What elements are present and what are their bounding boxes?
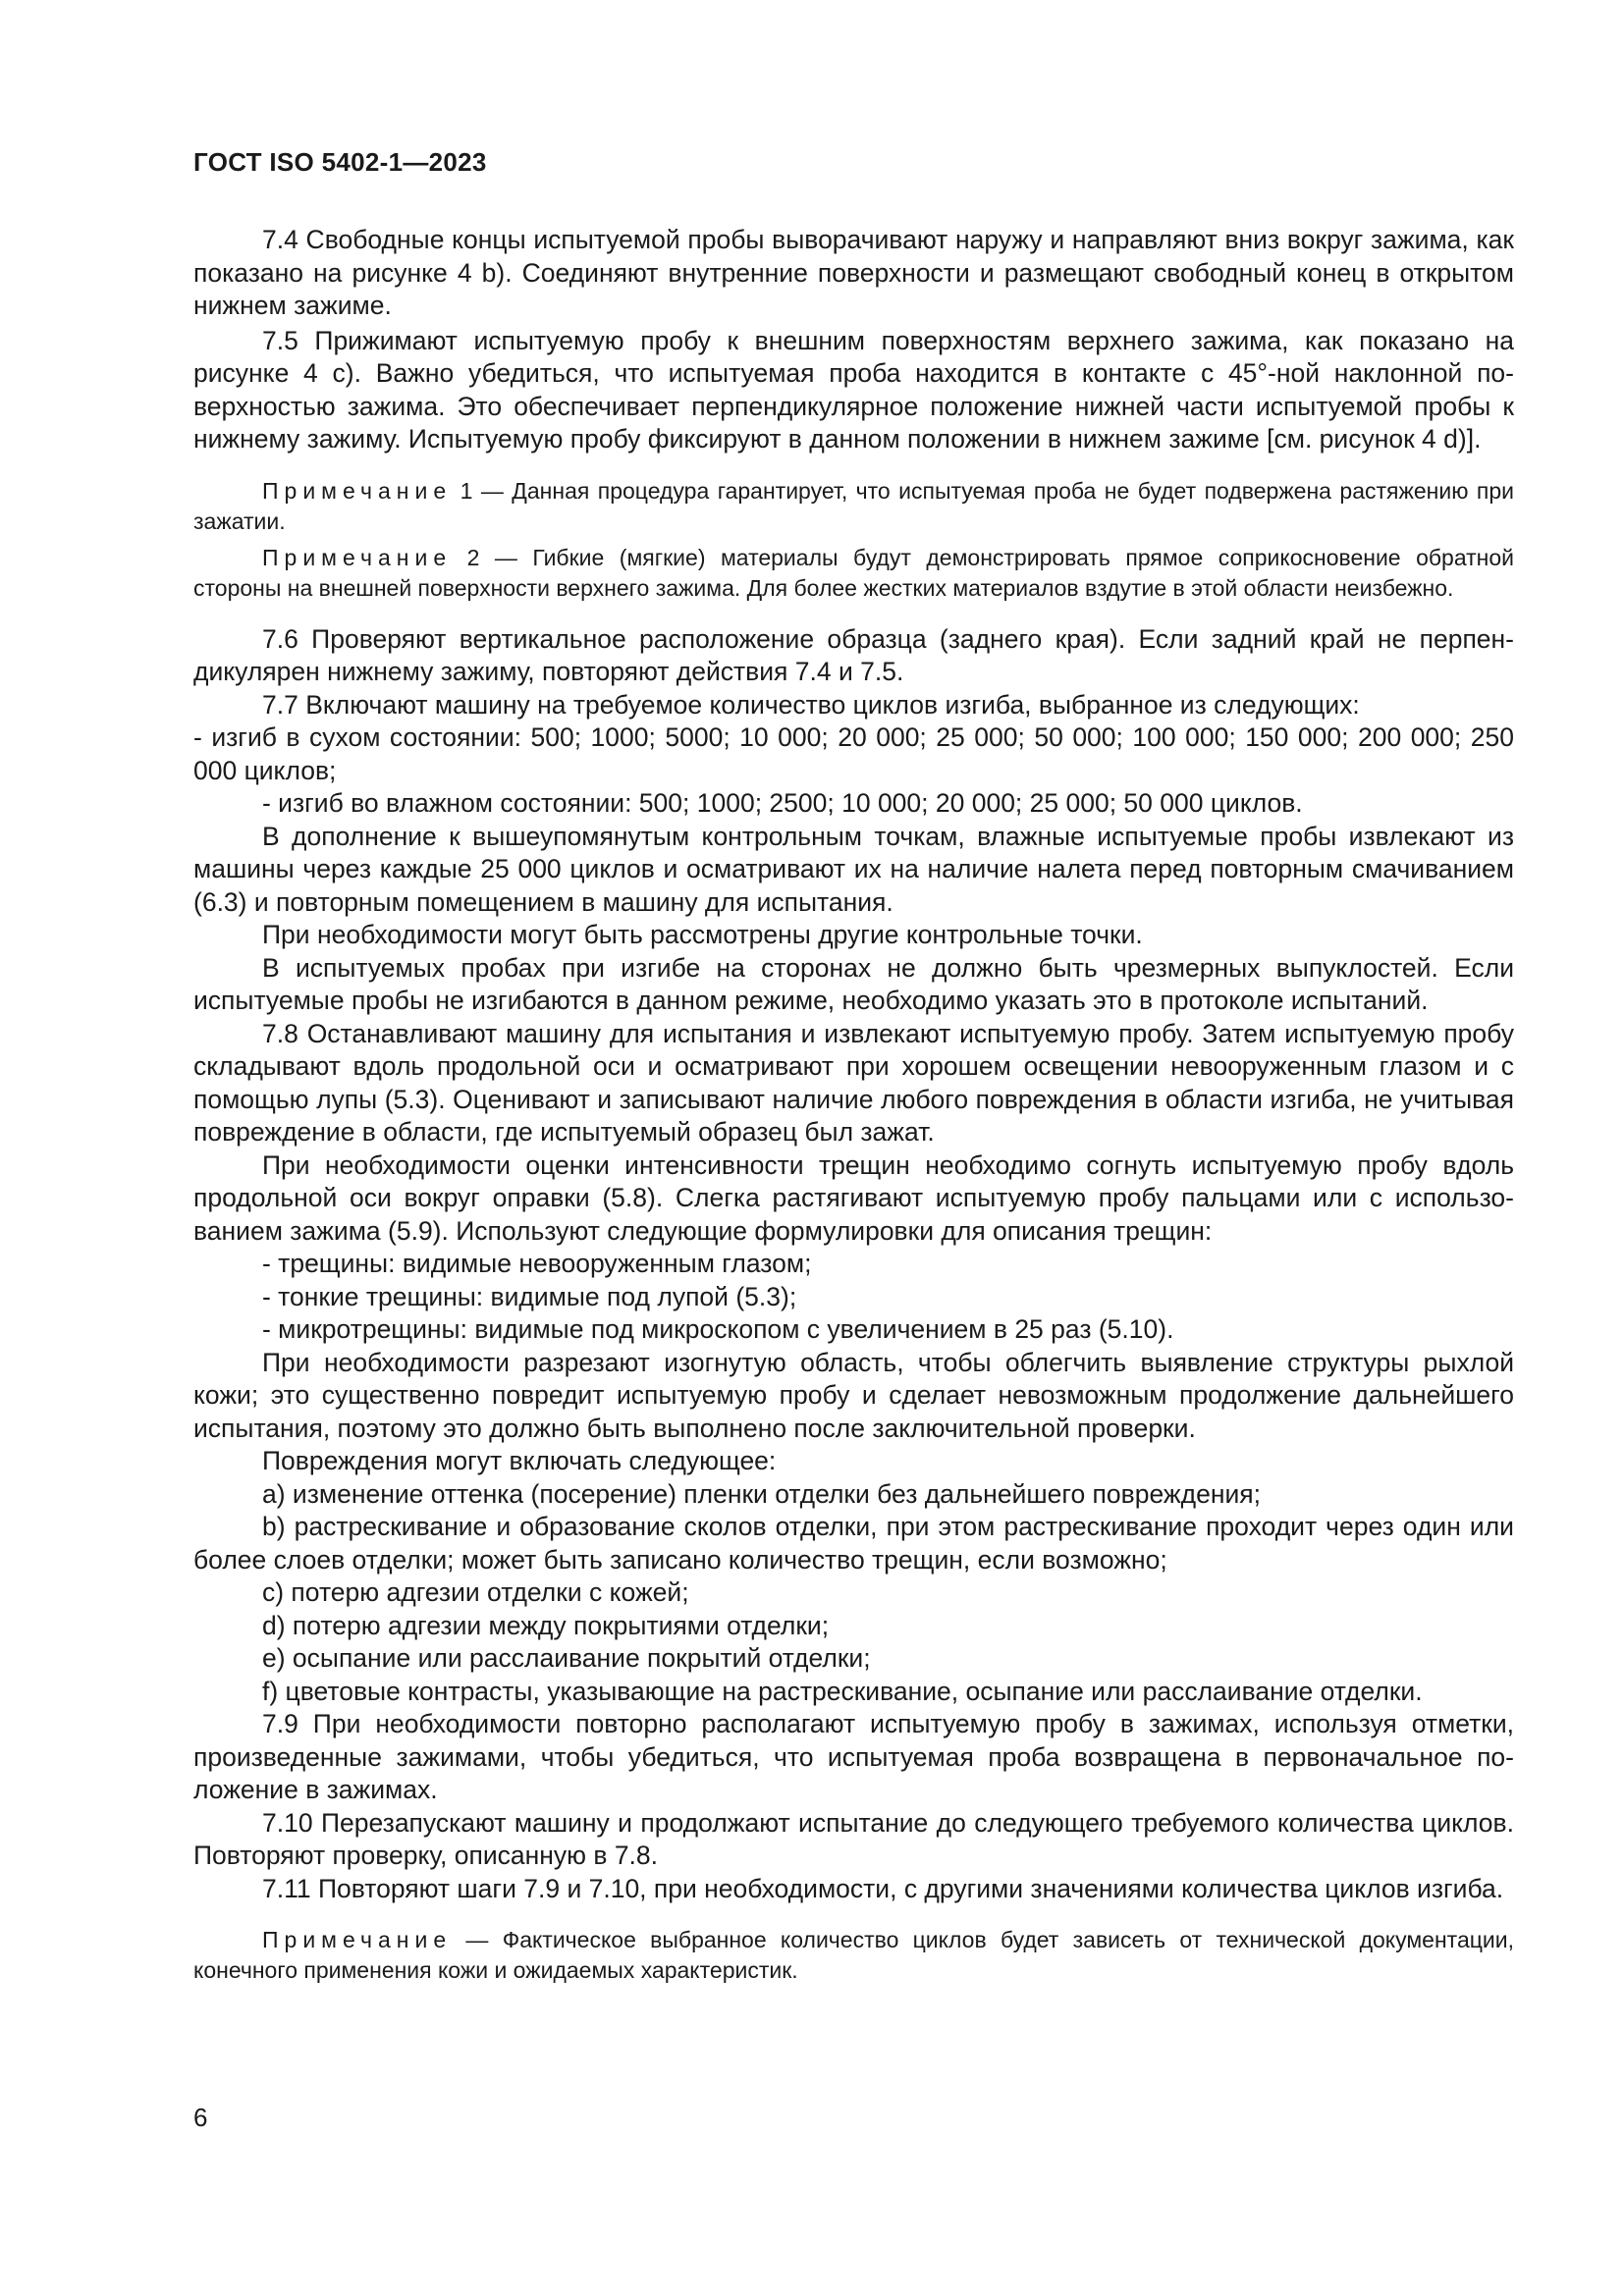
damage-item-b: b) растрескивание и образование сколов отделки, при этом растрескивание проходит через один или более слоев отделки; может быть записано количество трещин, если возможно; [193,1512,1514,1575]
list-item-wet-flex: - изгиб во влажном состоянии: 500; 1000; 2500; 10 000; 20 000; 25 000; 50 000 циклов. [262,788,1303,818]
paragraph-7-9: 7.9 При необходимости повторно располагают испытуемую пробу в зажимах, используя отметки, произведенные зажимами, чтобы убедиться, что испытуемая проба возвращена в первоначальное положение в зажимах. [193,1709,1514,1804]
paragraph-7-11: 7.11 Повторяют шаги 7.9 и 7.10, при необходимости, с другими значениями количества циклов изгиба. [262,1873,1504,1903]
list-item-fine-cracks: - тонкие трещины: видимые под лупой (5.3); [262,1281,797,1311]
paragraph-7-7-other-points: При необходимости могут быть рассмотрены другие контрольные точки. [262,920,1143,949]
note-1-label: Примечание [262,477,453,504]
paragraph-7-6: 7.6 Проверяют вертикальное расположение образца (заднего края). Если задний край не перпендикулярен нижнему зажиму, повторяют действия 7.4 и 7.5. [193,623,1514,686]
paragraph-7-8: 7.8 Останавливают машину для испытания и извлекают испытуемую пробу. Затем испытуемую пробу складывают вдоль продольной оси и осматривают при хорошем освещении невооруженным глазом и с помощью лупы (5.3). Оценивают и записывают наличие любого повреждения в области изгиба, не учитывая повреждение в области, где испытуемый образец был зажат. [193,1018,1514,1147]
note-1-text: 1 — Данная процедура гарантирует, что испытуемая проба не будет подвержена растяжению при зажатии. [193,477,1514,534]
paragraph-7-10: 7.10 Перезапускают машину и продолжают испытание до следующего требуемого количества циклов. Повторяют проверку, описанную в 7.8. [193,1807,1514,1870]
paragraph-7-5: 7.5 Прижимают испытуемую пробу к внешним поверхностям верхнего зажима, как показано на рисунке 4 c). Важно убедиться, что испытуемая проба находится в контакте с 45°-ной наклонной поверхностью зажима. Это обеспечивает перпендикулярное положение нижней части испытуемой пробы к нижнему зажиму. Испытуемую пробу фиксируют в данном положении в нижнем зажиме [см. рисунок 4 d)]. [193,325,1514,454]
note-3 [193,1925,1514,1986]
damage-item-a: a) изменение оттенка (посерение) пленки отделки без дальнейшего повреждения; [262,1478,1261,1509]
note-2-label: Примечание [262,544,453,570]
paragraph-7-8-cut: При необходимости разрезают изогнутую область, чтобы облегчить выявление структуры рыхлой кожи; это существенно повредит испытуемую пробу и сделает невозможным продолжение дальнейшего испытания, поэтому это должно быть выполнено после заключительной проверки. [193,1347,1514,1443]
note-1 [193,476,1514,537]
damage-item-f: f) цветовые контрасты, указывающие на растрескивание, осыпание или расслаивание отделки. [262,1676,1423,1706]
paragraph-7-4: 7.4 Свободные концы испытуемой пробы выворачивают наружу и направляют вниз вокруг зажима, как показано на рисунке 4 b). Соединяют внутренние поверхности и размещают свободный конец в открытом нижнем зажиме. [193,225,1514,320]
damage-item-e: e) осыпание или расслаивание покрытий отделки; [262,1643,871,1673]
list-item-cracks: - трещины: видимые невооруженным глазом; [262,1249,812,1278]
paragraph-7-7-additional: В дополнение к вышеупомянутым контрольным точкам, влажные испытуемые пробы извлекают из машины через каждые 25 000 циклов и осматривают их на наличие налета перед повторным смачиванием (6.3) и повторным помещением в машину для испытания. [193,821,1514,917]
paragraph-7-8-damage: Повреждения могут включать следующее: [262,1446,777,1475]
list-item-dry-flex: - изгиб в сухом состоянии: 500; 1000; 5000; 10 000; 20 000; 25 000; 50 000; 100 000; 150 000; 200 000; 250 000 циклов; [193,722,1514,785]
damage-item-c: c) потерю адгезии отделки с кожей; [262,1577,689,1607]
page-number: 6 [193,2103,208,2132]
document-header: ГОСТ ISO 5402-1—2023 [193,147,487,177]
note-3-text: — Фактическое выбранное количество циклов будет зависеть от технической документации, конечного применения кожи и ожидаемых характеристик. [193,1927,1514,1983]
note-2 [193,543,1514,604]
damage-item-d: d) потерю адгезии между покрытиями отделки; [262,1610,830,1640]
list-item-micro-cracks: - микротрещины: видимые под микроскопом с увеличением в 25 раз (5.10). [262,1314,1174,1344]
note-3-label: Примечание [262,1927,453,1952]
paragraph-7-7-bulges: В испытуемых пробах при изгибе на сторонах не должно быть чрезмерных выпуклостей. Если испытуемые пробы не изгибаются в данном режиме, необходимо указать это в протоколе испытаний. [193,952,1514,1015]
paragraph-7-8-cracks: При необходимости оценки интенсивности трещин необходимо согнуть испытуемую пробу вдоль продольной оси вокруг оправки (5.8). Слегка растягивают испытуемую пробу пальцами или с использованием зажима (5.9). Используют следующие формулировки для описания трещин: [193,1149,1514,1246]
document-body [193,224,1514,1986]
paragraph-7-7: 7.7 Включают машину на требуемое количество циклов изгиба, выбранное из следующих: [262,689,1360,720]
note-2-text: 2 — Гибкие (мягкие) материалы будут демонстрировать прямое соприкосновение обратной стороны на внешней поверхности верхнего зажима. Для более жестких материалов вздутие в этой области неизбежно. [193,544,1514,601]
